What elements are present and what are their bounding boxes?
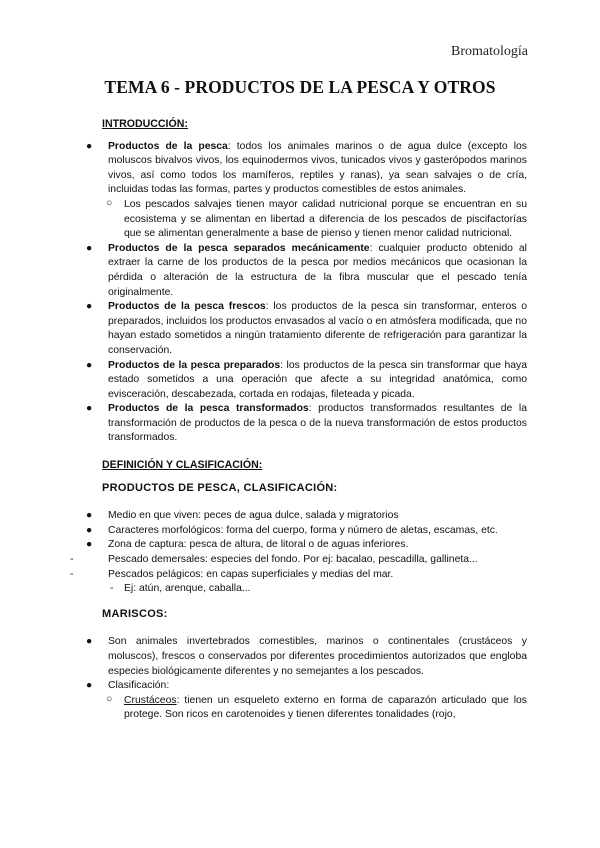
bullet-text: Clasificación: xyxy=(108,680,170,692)
bullet-text: Zona de captura: pesca de altura, de litoral o de aguas inferiores. xyxy=(108,539,409,551)
dash-text: Pescados pelágicos: en capas superficiales y medias del mar. xyxy=(108,568,394,580)
bullet-item: ● Productos de la pesca: todos los animales marinos o de agua dulce (excepto los moluscos bivalvos vivos, los equinodermos vivos, tunicados vivos y gasterópodos marinos vivos, así como todos los mamíferos, reptiles y ranas), ya sean salvajes o de cría, incluidas todas las formas, partes y productos comestibles de estos animales. xyxy=(86,140,527,196)
bullet-item: ● Productos de la pesca transformados: productos transformados resultantes de la transformación de productos de la pesca o de la nueva transformación de estos productos transformados. xyxy=(86,403,527,444)
bullet-item: ● Zona de captura: pesca de altura, de litoral o de aguas inferiores. xyxy=(86,539,409,551)
subsection-heading-classification: PRODUCTOS DE PESCA, CLASIFICACIÓN: xyxy=(102,481,338,494)
section-heading-definition: DEFINICIÓN Y CLASIFICACIÓN: xyxy=(102,459,263,472)
term: Productos de la pesca transformados xyxy=(108,403,309,415)
dash-item: - Pescado demersales: especies del fondo. Por ej: bacalao, pescadilla, gallineta... xyxy=(70,554,478,566)
term: Productos de la pesca preparados xyxy=(108,359,281,371)
definition: : productos transformados resultantes de la transformación de productos de la pesca o de la nueva transformación de estos productos transformados. xyxy=(108,403,527,444)
term: Productos de la pesca frescos xyxy=(108,301,266,313)
bullet-item: ● Medio en que viven: peces de agua dulce, salada y migratorios xyxy=(86,510,399,522)
definition: : los productos de la pesca sin transformar, enteros o preparados, incluidos los productos envasados al vacío o en atmósfera modificada, que no hayan estado sometidos a ningún tratamiento diferente de refrigeración para garantizar la conservación. xyxy=(108,301,527,356)
bullet-item: ● Caracteres morfológicos: forma del cuerpo, forma y número de aletas, escamas, etc. xyxy=(86,524,498,536)
sub-text: Los pescados salvajes tienen mayor calidad nutricional porque se encuentran en su ecosistema y se alimentan en libertad a diferencia de los pescados de piscifactorías que se alimentan generalmente a base de pienso y tienen menor calidad nutricional. xyxy=(124,198,527,240)
bullet-text: Caracteres morfológicos: forma del cuerpo, forma y número de aletas, escamas, etc. xyxy=(108,524,498,536)
dash-text: Pescado demersales: especies del fondo. Por ej: bacalao, pescadilla, gallineta... xyxy=(108,554,478,566)
bullet-text: Medio en que viven: peces de agua dulce, salada y migratorios xyxy=(108,510,399,522)
bullet-item: ● Clasificación: xyxy=(86,680,170,692)
sub-bullet-item: ○ Crustáceos: tienen un esqueleto externo en forma de caparazón articulado que los protege. Son ricos en carotenoides y tienen diferentes tonalidades (rojo, xyxy=(106,693,527,721)
term: Crustáceos xyxy=(124,694,177,706)
page-title: TEMA 6 - PRODUCTOS DE LA PESCA Y OTROS xyxy=(104,77,496,97)
definition: : todos los animales marinos o de agua dulce (excepto los moluscos bivalvos vivos, los equinodermos vivos, tunicados vivos y gasterópodos marinos vivos, así como todos los mamíferos, reptiles y ranas), ya sean salvajes o de cría, incluidas todas las formas, partes y productos comestibles de estos animales. xyxy=(108,140,527,196)
bullet-item: ● Productos de la pesca preparados: los productos de la pesca sin transformar que haya estado sometidos a una operación que afecte a su integridad anatómica, como evisceración, descabezada, cortada en rodajas, fileteada y picada. xyxy=(86,359,527,400)
bullet-item: ● Productos de la pesca separados mecánicamente: cualquier producto obtenido al extraer la carne de los productos de la pesca por medios mecánicos que ocasionan la pérdida o alteración de la estructura de la fibra muscular que el pescado tenía originalmente. xyxy=(86,242,527,298)
term: Productos de la pesca separados mecánicamente xyxy=(108,242,370,254)
dash-sub-item: - Ej: atún, arenque, caballa... xyxy=(110,583,251,595)
definition: : tienen un esqueleto externo en forma de caparazón articulado que los protege. Son ricos en carotenoides y tienen diferentes tonalidades (rojo, xyxy=(124,694,527,721)
bullet-item: ● Son animales invertebrados comestibles, marinos o continentales (crustáceos y moluscos), frescos o conservados por diferentes procedimientos autorizados que engloba especies biológicamente diferentes y no semejantes a los pescados. xyxy=(86,636,527,677)
term: Productos de la pesca xyxy=(108,140,228,152)
subsection-heading-mariscos: MARISCOS: xyxy=(102,607,168,620)
dash-sub-text: Ej: atún, arenque, caballa... xyxy=(124,583,251,595)
definition: : los productos de la pesca sin transformar que haya estado sometidos a una operación que afecte a su integridad anatómica, como evisceración, descabezada, cortada en rodajas, fileteada y picada. xyxy=(108,359,527,400)
subject-header: Bromatología xyxy=(451,44,528,59)
bullet-item: ● Productos de la pesca frescos: los productos de la pesca sin transformar, enteros o preparados, incluidos los productos envasados al vacío o en atmósfera modificada, que no hayan estado sometidos a ningún tratamiento diferente de refrigeración para garantizar la conservación. xyxy=(86,301,527,356)
definition: : cualquier producto obtenido al extraer la carne de los productos de la pesca por medios mecánicos que ocasionan la pérdida o alteración de la estructura de la fibra muscular que el pescado tenía originalmente. xyxy=(108,242,527,298)
document-body xyxy=(70,117,527,723)
section-heading-intro: INTRODUCCIÓN: xyxy=(102,118,188,130)
sub-bullet-item: ○ Los pescados salvajes tienen mayor calidad nutricional porque se encuentran en su ecosistema y se alimentan en libertad a diferencia de los pescados de piscifactorías que se alimentan generalmente a base de pienso y tienen menor calidad nutricional. xyxy=(106,197,527,240)
bullet-text: Son animales invertebrados comestibles, marinos o continentales (crustáceos y moluscos), frescos o conservados por diferentes procedimientos autorizados que engloba especies biológicamente diferentes y no semejantes a los pescados. xyxy=(108,636,527,677)
dash-item: - Pescados pelágicos: en capas superficiales y medias del mar. xyxy=(70,568,394,580)
